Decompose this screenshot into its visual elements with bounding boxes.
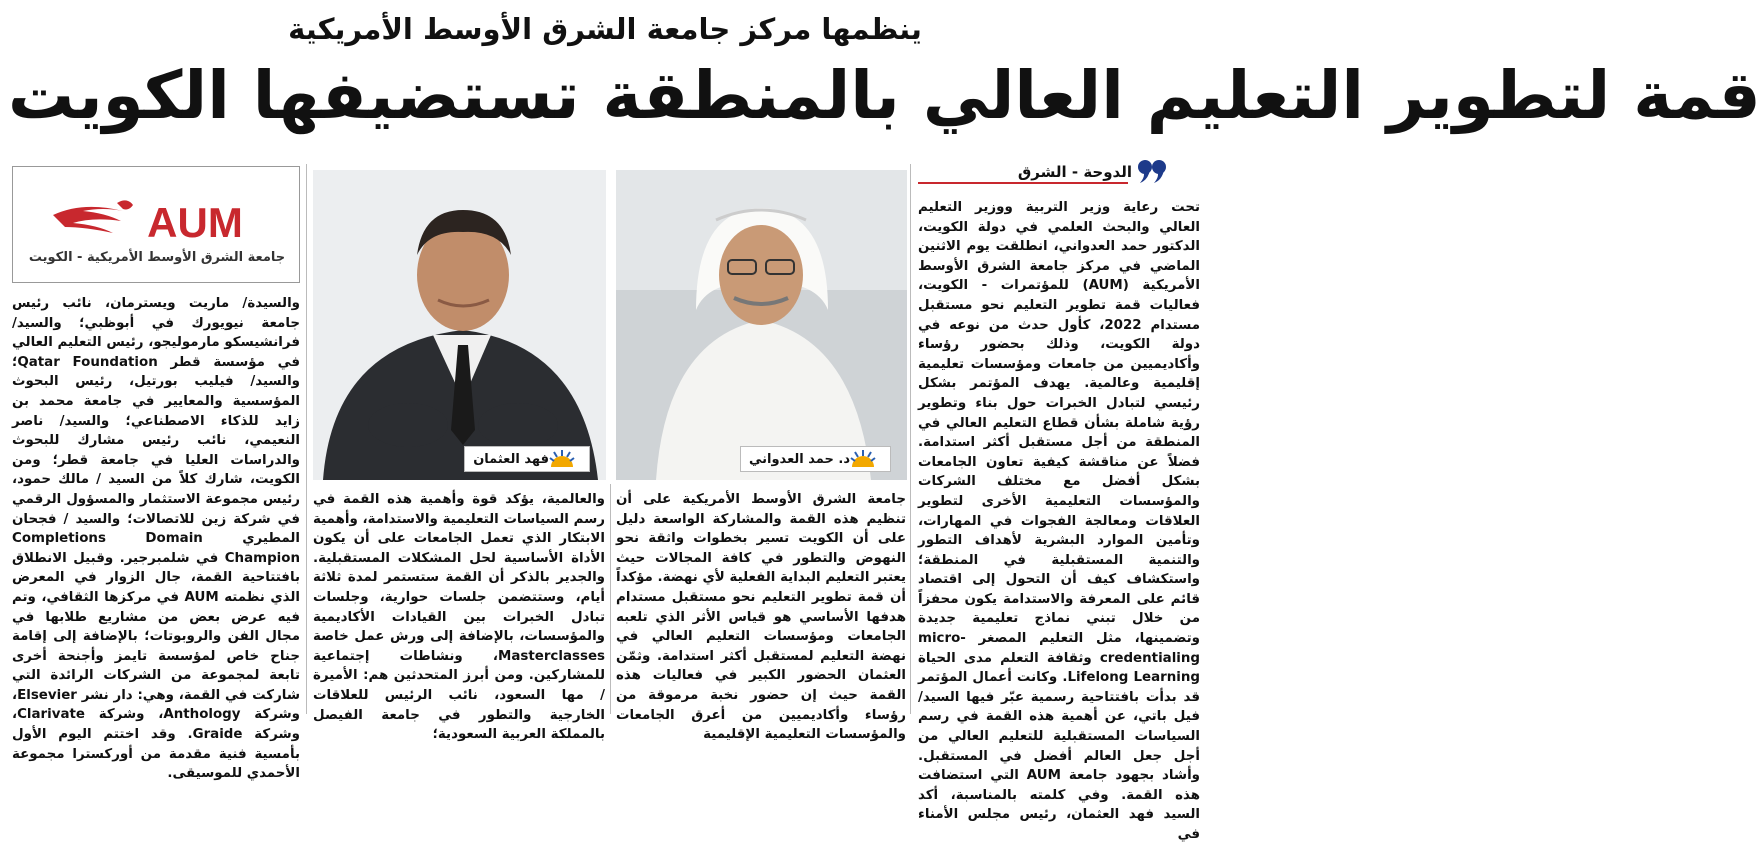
byline: الدوحة - الشرق xyxy=(1017,163,1132,181)
photo-caption: د. حمد العدواني xyxy=(748,451,850,467)
phoenix-wing-icon xyxy=(53,207,123,233)
aum-logo xyxy=(13,167,301,284)
aum-logo-box xyxy=(12,166,300,283)
aum-wordmark: AUM xyxy=(147,199,243,246)
article-headline: قمة لتطوير التعليم العالي بالمنطقة تستضيفها الكويت xyxy=(8,57,1761,134)
article-column-2 xyxy=(616,490,906,743)
column-text: جامعة الشرق الأوسط الأمريكية على أن تنظيم هذه القمة والمشاركة الواسعة دليل على أن الكويت تسير بخطوات واثقة نحو النهوض والتطور في كافة المجالات حيث يعتبر التعليم البداية الفعلية لأي نهضة. مؤكداً أن قمة تطوير التعليم نحو مستقبل مستدام هدفها الأساسي هو قياس الأثر الذي تلعبه الجامعات ومؤسسات التعليم العالي في نهضة التعليم لمستقبل أكثر استدامة. وثمّن العثمان الحضور الكبير في فعاليات هذه القمة حيث إن حضور نخبة مرموقة من رؤساء وأكاديميين من أعرق الجامعات والمؤسسات التعليمية الإقليمية xyxy=(616,492,906,743)
article-column-3 xyxy=(313,490,605,743)
photo-fahad-alothman xyxy=(313,170,606,480)
column-text: تحت رعاية وزير التربية ووزير التعليم العالي والبحث العلمي في دولة الكويت، الدكتور حمد العدواني، انطلقت يوم الاثنين الماضي في مركز جامعة الشرق الأوسط الأمريكية (AUM) للمؤتمرات - الكويت، فعاليات قمة تطوير التعليم نحو مستقبل مستدام 2022، كأول حدث من نوعه في دولة الكويت، وذلك بحضور رؤساء وأكاديميين من جامعات ومؤسسات تعليمية إقليمية وعالمية. يهدف المؤتمر بشكل رئيسي لتبادل الخبرات حول بناء وتطوير رؤية شاملة بشأن قطاع التعليم العالي في المنطقة من أجل مستقبل أكثر استدامة. فضلاً عن مناقشة كيفية تعاون الجامعات بشكل أفضل مع مختلف الشركات والمؤسسات التعليمية الأخرى لتطوير العلاقات ومعالجة الفجوات في المهارات، وتأمين الموارد البشرية لأهداف التطور والتنمية المستقبلية في المنطقة؛ واستكشاف كيف أن التحول إلى اقتصاد قائم على المعرفة والاستدامة يكون محفزاً من خلال تبني نماذج تعليمية جديدة وتضمينها، مثل التعليم المصغر micro-credentialing وثقافة التعلم مدى الحياة Lifelong Learning. وكانت أعمال المؤتمر قد بدأت بافتتاحية رسمية عبّر فيها السيد/ فيل باتي، عن أهمية هذه القمة في رسم السياسات المستقبلية للتعليم العالي من أجل جعل العالم أفضل في المستقبل. وأشاد بجهود جامعة AUM التي استضافت هذه القمة. وفي كلمته بالمناسبة، أكد السيد فهد العثمان، رئيس مجلس الأمناء في xyxy=(918,200,1201,842)
byline-rule xyxy=(918,182,1128,184)
photo-caption: فهد العثمان xyxy=(473,451,549,467)
photo-hamad-aladwani xyxy=(616,170,907,480)
aum-tagline: جامعة الشرق الأوسط الأمريكية - الكويت xyxy=(28,250,286,265)
photo-caption-bar xyxy=(464,446,590,472)
column-divider xyxy=(306,164,307,714)
column-divider xyxy=(610,484,611,714)
phoenix-head-icon xyxy=(117,200,133,209)
article-column-4 xyxy=(12,294,300,782)
column-text: والسيدة/ ماريت ويسترمان، نائب رئيس جامعة نيويورك في أبوظبي؛ والسيد/ فرانشيسكو مارموليجو، رئيس التعليم العالي في مؤسسة قطر Qatar Foundation؛ والسيد/ فيليب بورتيل، رئيس البحوث المؤسسية والمعايير في جامعة محمد بن زايد للذكاء الاصطناعي؛ والسيد/ ناصر النعيمي، نائب رئيس مشارك للبحوث والدراسات العليا في جامعة قطر؛ ومن الكويت، شارك كلاً من السيد / مالك حمود، رئيس مجموعة الاستثمار والمسؤول الرقمي في شركة زين للاتصالات؛ والسيد / فجحان المطيري Completions Domain Champion في شلمبرجير. وقبيل الانطلاق بافتتاحية القمة، جال الزوار في المعرض الذي نظمته AUM في مركزها الثقافي، وتم فيه عرض بعض من مشاريع طلابها في مجال الفن والروبوتات؛ بالإضافة إلى إقامة جناح خاص لمؤسسة تايمز وأجنحة أخرى تابعة لمجموعة من الشركات الرائدة التي شاركت في القمة، وهي: دار نشر Elsevier، وشركة Anthology، وشركة Clarivate، وشركة Graide. وقد اختتم اليوم الأول بأمسية فنية مقدمة من أوركسترا مجموعة الأحمدي للموسيقى. xyxy=(12,296,300,782)
column-text: والعالمية، يؤكد قوة وأهمية هذه القمة في رسم السياسات التعليمية والاستدامة، وأهمية الابتكار الذي تعمل الجامعات على أن يكون الأداة الأساسية لحل المشكلات المستقبلية. والجدير بالذكر أن القمة ستستمر لمدة ثلاثة أيام، وستتضمن جلسات حوارية، وجلسات تبادل الخبرات بين القيادات الأكاديمية والمؤسسات، بالإضافة إلى ورش عمل خاصة Masterclasses، ونشاطات إجتماعية للمشاركين. ومن أبرز المتحدثين هم: الأميرة / مها السعود، نائب الرئيس للعلاقات الخارجية والتطور في جامعة الفيصل بالمملكة العربية السعودية؛ xyxy=(313,492,605,743)
quote-icon xyxy=(1136,158,1168,186)
portrait-figure-1 xyxy=(616,170,907,480)
portrait-figure-2 xyxy=(313,170,606,480)
sun-logo-icon xyxy=(549,449,575,469)
article-column-1 xyxy=(918,198,1201,842)
article-kicker: ينظمها مركز جامعة الشرق الأوسط الأمريكية xyxy=(288,12,922,46)
column-divider xyxy=(910,164,911,714)
photo-caption-bar xyxy=(740,446,891,472)
sun-logo-icon xyxy=(850,449,876,469)
